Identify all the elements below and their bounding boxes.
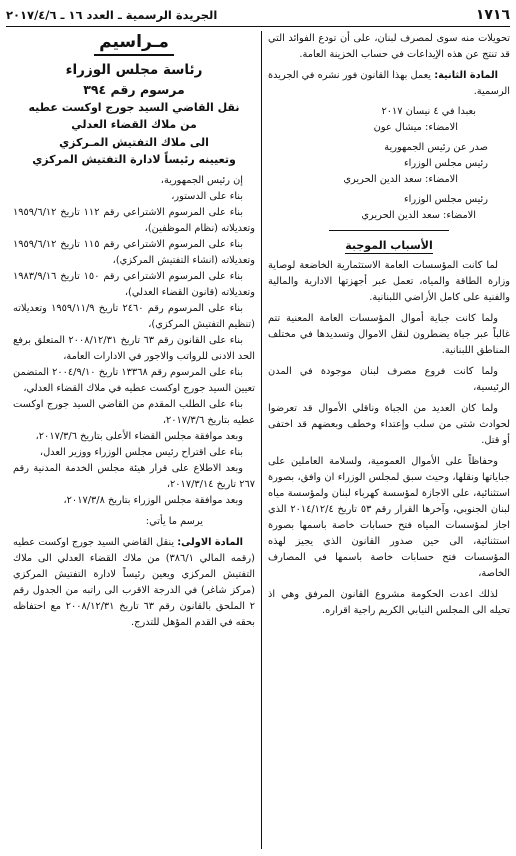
reason-paragraph: ولما كان العديد من الجباة وناقلي الأموال قد تعرضوا لحوادث شتى من سلب وإعتداء وخطف وبعضهم قد اختفى أو قتل. [268, 403, 510, 446]
section-title-underline [94, 54, 174, 56]
signature-pm-2: الامضاء: سعد الدين الحريري [361, 210, 476, 221]
columns [6, 31, 510, 853]
column-rule [261, 31, 262, 849]
preamble-line: بناء على المرسوم رقم ١٣٣٦٨ تاريخ ٢٠٠٤/٩/١٠ المتضمن تعيين السيد جورج اوكست عطيه في ملاك القضاء العدلي، [13, 366, 255, 394]
preamble-line: بناء على المرسوم الاشتراعي رقم ١١٢ تاريخ ١٩٥٩/٦/١٢ وتعديلاته (نظام الموظفين)، [13, 206, 255, 234]
reason-paragraph: ولما كانت جباية أموال المؤسسات العامة المعنية تتم غالباً عبر جباة يضطرون لنقل الاموال وتسديدها في مختلف المناطق اللبنانية. [268, 313, 510, 356]
article-1 [13, 535, 255, 631]
continued-paragraph: تحويلات منه سوى لمصرف لبنان، على أن تودع الفوائد التي قد تنتج عن هذه الإيداعات في حساب الخزينة العامة. [268, 33, 510, 60]
preamble-line: بناء على اقتراح رئيس مجلس الوزراء ووزير العدل، [39, 446, 243, 458]
page-header [6, 4, 510, 27]
preamble-line: بناء على المرسوم رقم ٢٤٦٠ تاريخ ١٩٥٩/١١/٩ وتعديلاته (تنظيم التفتيش المركزي)، [13, 302, 255, 330]
section-title: مـراسيم [99, 32, 169, 52]
article-1-text: ينقل القاضي السيد جورج اوكست عطيه (رقمه المالي ٣٨٦/١) من ملاك القضاء العدلي الى ملاك التفتيش المركزي ويعين رئيساً لادارة التفتيش المركزي (مركز شاغر) في الدرجة الاقرب الى راتبه من الجدول رقم ٢ الملحق بالقانون رقم ٦٣ تاريخ ٢٠٠٨/١٢/٣١ مع احتفاظه بحقه في القدم المؤهل للتدرج. [13, 536, 255, 628]
reason-paragraph: وحفاظاً على الأموال العمومية، ولسلامة العاملين على جباياتها ونقلها، وحيث سبق لمجلس الوزراء ان وافق، بصورة استثنائية، على الاجازة لمؤسسة كهرباء لبنان ولمؤسسة مياه لبنان الجنوبي، وآخرها القرار رقم ٥٣ تاريخ ٢٠١٤/١٢/٤ الذي اجاز لمؤسسات المياه فتح حسابات خاصة باسمها بصورة استثنائية، الى حين صدور القانون الذي يجيز لهذه المؤسسات فتح حسابات خاصة باسمها في المصارف الخاصة، [268, 456, 510, 579]
left-column [13, 31, 261, 853]
article-1-label: المادة الاولى: [177, 536, 243, 548]
preamble-line: بناء على الدستور، [171, 190, 243, 202]
preamble-line: إن رئيس الجمهورية، [160, 174, 243, 186]
pm-title-1: رئيس مجلس الوزراء [404, 158, 488, 169]
decrees-line: يرسم ما يأتي: [145, 515, 203, 527]
signature-president: الامضاء: ميشال عون [373, 122, 458, 133]
preamble-line: بناء على القانون رقم ٦٣ تاريخ ٢٠٠٨/١٢/٣١ المتعلق برفع الحد الادنى للرواتب والاجور في الادارات العامة، [13, 334, 255, 362]
right-column [262, 31, 510, 853]
signature-pm-1: الامضاء: سعد الدين الحريري [343, 174, 458, 185]
article-2-text: يعمل بهذا القانون فور نشره في الجريدة الرسمية. [268, 70, 510, 97]
preamble-line: وبعد موافقة مجلس القضاء الأعلى بتاريخ ٢٠١٧/٣/٦، [35, 430, 243, 442]
decree-number: مرسوم رقم ٣٩٤ [83, 81, 185, 97]
reasons-heading: الأسباب الموجبة [345, 239, 433, 252]
authority: رئاسة مجلس الوزراء [65, 61, 203, 78]
issued-by: صدر عن رئيس الجمهورية [384, 142, 488, 153]
preamble-line: وبعد موافقة مجلس الوزراء بتاريخ ٢٠١٧/٣/٨، [63, 494, 243, 506]
decree-title-line: الى ملاك التفتيش المـركزي [59, 135, 209, 149]
preamble-line: بناء على المرسوم الاشتراعي رقم ١٥٠ تاريخ ١٩٨٣/٩/١٦ وتعديلاته (قانون القضاء العدلي)، [13, 270, 255, 298]
pm-title-2: رئيس مجلس الوزراء [404, 194, 488, 205]
running-title: الجريدة الرسمية ـ العدد ١٦ ـ ٢٠١٧/٤/٦ [6, 8, 218, 22]
reason-paragraph: ولما كانت فروع مصرف لبنان موجودة في المدن الرئيسية، [268, 366, 510, 393]
page-number: ١٧١٦ [475, 7, 510, 23]
preamble-line: وبعد الاطلاع على قرار هيئة مجلس الخدمة المدنية رقم ٢٦٧ تاريخ ٢٠١٧/٣/١٤، [13, 462, 255, 490]
section-divider [329, 230, 449, 231]
date-line: بعبدا في ٤ نيسان ٢٠١٧ [381, 106, 476, 117]
reason-paragraph: لما كانت المؤسسات العامة الاستثمارية الخاضعة لوصاية وزارة الطاقة والمياه، تعمل عبر أجهزتها الادارية والمالية والفنية على كامل الأراضي اللبنانية. [268, 260, 510, 303]
decree-title-line: نقل القاضي السيد جورج اوكست عطيه [28, 100, 240, 114]
decree-title-line: وتعيينه رئيساً لادارة التفتيش المركزي [32, 153, 236, 166]
article-2-label: المادة الثانية: [434, 70, 498, 81]
decree-title-line: من ملاك القضاء العدلي [71, 118, 197, 131]
preamble-line: بناء على الطلب المقدم من القاضي السيد جورج اوكست عطيه بتاريخ ٢٠١٧/٣/٦، [13, 398, 255, 426]
preamble-line: بناء على المرسوم الاشتراعي رقم ١١٥ تاريخ ١٩٥٩/٦/١٢ وتعديلاته (انشاء التفتيش المركزي)، [13, 238, 255, 266]
reason-paragraph: لذلك اعدت الحكومة مشروع القانون المرفق وهي اذ تحيله الى المجلس النيابي الكريم راجية اقراره. [268, 589, 510, 616]
article-2 [268, 68, 510, 100]
